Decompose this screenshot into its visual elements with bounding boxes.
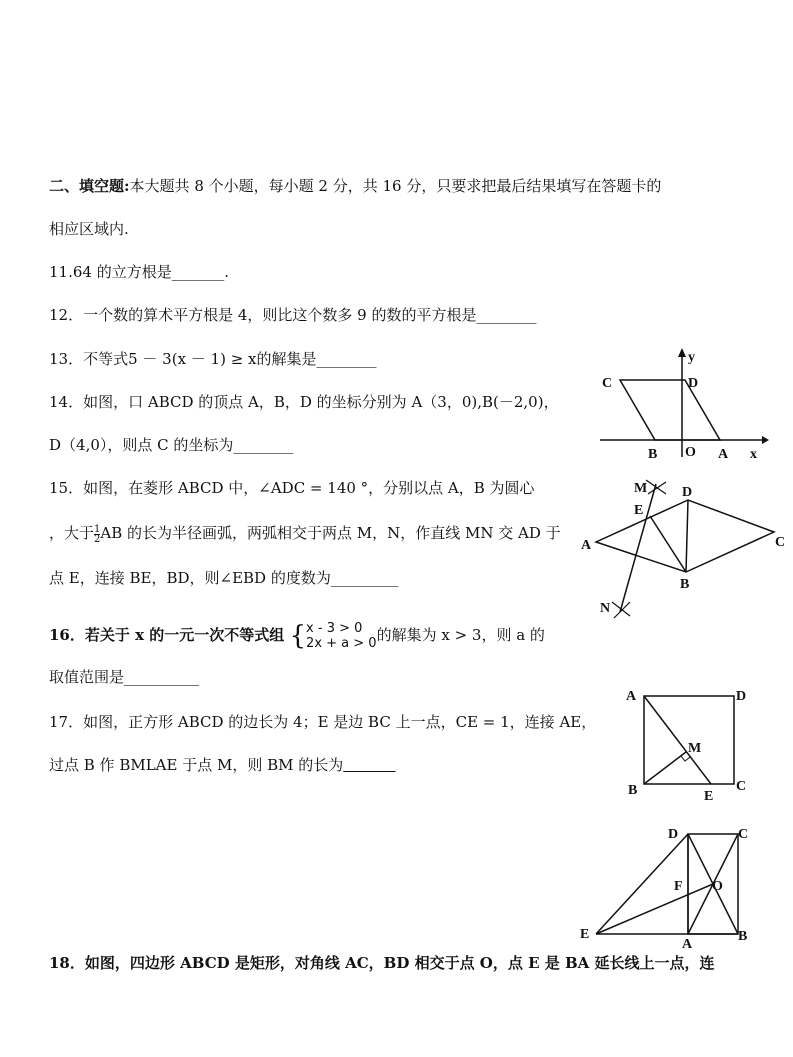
question-14-line2: D（4,0），则点 C 的坐标为________ [49,436,294,454]
section-heading: 二、填空题: [49,177,130,195]
label-A: A [626,689,637,704]
question-16-line1 [49,620,545,650]
label-B: B [680,577,690,592]
answer-blank [343,756,395,774]
question-11: 11.64 的立方根是_______. [49,263,229,281]
label-N: N [600,601,611,616]
question-12: 12．一个数的算术平方根是 4，则比这个数多 9 的数的平方根是________ [49,306,537,324]
rhombus-abcd [596,500,774,572]
question-15-line2-post: AB 的长为半径画弧，两弧相交于两点 M，N，作直线 MN 交 AD 于 [100,524,561,542]
question-15-line2 [49,523,561,544]
label-C: C [602,376,613,391]
figure-18-rectangle [574,820,758,950]
parallelogram-abcd [620,380,720,440]
figure-17-square [620,684,760,804]
question-17-line2 [49,755,396,775]
question-17-line1: 17．如图，正方形 ABCD 的边长为 4；E 是边 BC 上一点，CE = 1，连接 AE， [49,713,597,731]
label-B: B [648,447,658,462]
label-A: A [718,447,729,462]
label-B: B [628,783,638,798]
question-14-line1: 14．如图，口 ABCD 的顶点 A，B，D 的坐标分别为 A（3，0),B(－2,0)， [49,393,559,411]
label-M: M [634,481,648,496]
label-C: C [736,779,747,794]
question-15-line1: 15．如图，在菱形 ABCD 中，∠ADC = 140 °，分别以点 A，B 为圆心 [49,479,535,497]
question-16-post: 的解集为 x > 3，则 a 的 [376,626,545,644]
label-D: D [736,689,747,704]
segment-ae [644,696,711,784]
label-x: x [750,447,757,462]
question-16-line2: 取值范围是__________ [49,668,200,686]
section-description: 本大题共 8 个小题，每小题 2 分，共 16 分，只要求把最后结果填写在答题卡的 [129,177,662,195]
label-y: y [688,350,695,365]
section-intro-line [49,176,661,196]
label-M: M [688,741,702,756]
question-15-line2-pre: ，大于 [49,524,95,542]
label-F: F [674,879,683,894]
question-16-pre: 16．若关于 x 的一元一次不等式组 [49,626,290,644]
fraction-numerator: 1 [94,523,101,535]
segment-bm [644,752,686,784]
label-D: D [682,485,693,500]
figure-14-parallelogram [590,345,770,465]
segment-eo [596,884,713,934]
label-O: O [685,445,696,460]
inequality-1: x - 3 > 0 [306,621,363,636]
x-axis-arrow [762,436,769,444]
square-abcd [644,696,734,784]
question-18-line1: 18．如图，四边形 ABCD 是矩形，对角线 AC，BD 相交于点 O，点 E 是 BA 延长线上一点，连 [49,954,715,972]
y-axis-arrow [678,348,686,357]
label-C: C [775,535,786,550]
brace-glyph: { [289,621,307,651]
diagonal-bd [686,500,688,572]
inequality-2: 2x + a > 0 [306,636,377,651]
label-E: E [704,789,714,804]
question-15-line3: 点 E，连接 BE，BD，则∠EBD 的度数为_________ [49,569,399,587]
right-angle-mark [681,756,690,761]
figure-15-rhombus [578,474,790,624]
label-A: A [581,538,592,553]
label-O: O [712,879,723,894]
label-D: D [688,376,699,391]
section-description-cont: 相应区域内. [49,220,129,238]
label-E: E [580,927,590,942]
label-D: D [668,827,679,842]
arc-mark-m [646,480,666,494]
label-B: B [738,929,748,944]
question-17-line2-pre: 过点 B 作 BMLAE 于点 M，则 BM 的长为 [49,756,344,774]
label-C: C [738,827,749,842]
label-A: A [682,937,693,950]
label-E: E [634,503,644,518]
segment-be [650,516,686,572]
inequality-system [306,621,377,651]
question-13: 13．不等式5 － 3(x － 1) ≥ x的解集是________ [49,350,377,368]
fraction-denominator: 2 [94,533,101,545]
